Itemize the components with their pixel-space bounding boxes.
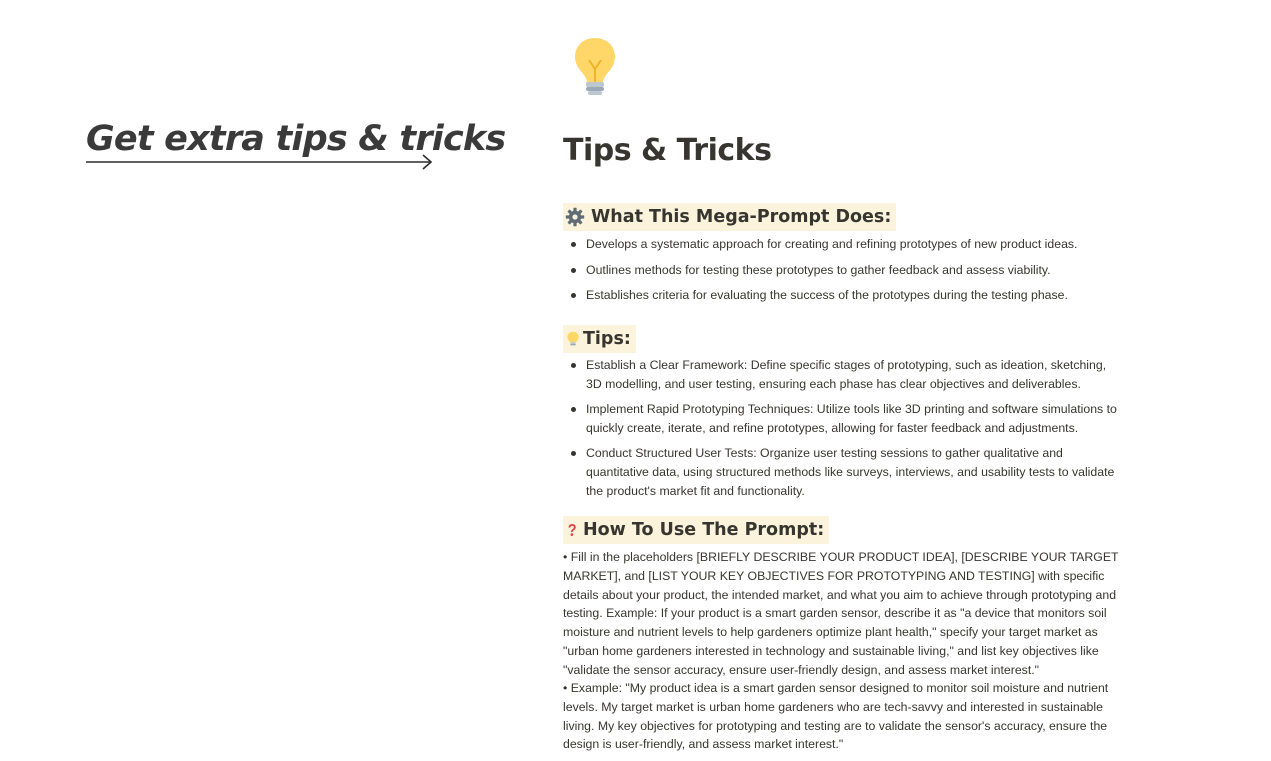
heading-text: What This Mega-Prompt Does: <box>591 207 892 227</box>
lightbulb-icon <box>565 329 581 349</box>
list-item: Develops a systematic approach for creating and refining prototypes of new product ideas. <box>563 235 1123 254</box>
page-title: Tips & Tricks <box>563 133 772 168</box>
callout-text: Get extra tips & tricks <box>86 119 506 159</box>
example-paragraph: • Example: "My product idea is a smart garden sensor designed to monitor soil moisture and nutrient levels. My target market is urban home gardeners who are tech-savvy and interested in sustainable living. My key objectives for prototyping and testing are to validate the sensor's accuracy, ensure the design is user-friendly, and assess market interest." <box>563 681 1109 752</box>
what-list <box>563 235 1123 312</box>
gear-icon <box>565 207 585 227</box>
list-item: Establish a Clear Framework: Define specific stages of prototyping, such as ideation, sketching, 3D modelling, and user testing, ensuring each phase has clear objectives and deliverables. <box>563 356 1123 394</box>
heading-tips <box>563 325 636 353</box>
tips-list <box>563 356 1123 507</box>
heading-how-to-use <box>563 516 829 544</box>
heading-what-this-does <box>563 203 896 231</box>
question-mark-icon <box>565 520 579 540</box>
list-item: Establishes criteria for evaluating the success of the prototypes during the testing phase. <box>563 286 1123 305</box>
heading-text: Tips: <box>583 329 631 349</box>
list-item: Implement Rapid Prototyping Techniques: Utilize tools like 3D printing and software simulations to quickly create, iterate, and refine prototypes, allowing for faster feedback and adjustments. <box>563 400 1123 438</box>
extra-tips-callout[interactable] <box>86 118 506 174</box>
how-to-paragraph: • Fill in the placeholders [BRIEFLY DESCRIBE YOUR PRODUCT IDEA], [DESCRIBE YOUR TARGET MARKET], and [LIST YOUR KEY OBJECTIVES FOR PROTOTYPING AND TESTING] with specific details about your product, the intended market, and what you aim to achieve through prototyping and testing. Example: If your product is a smart garden sensor, describe it as "a device that monitors soil moisture and nutrient levels to help gardeners optimize plant health," specify your target market as "urban home gardeners interested in technology and sustainable living," and list key objectives like "validate the sensor accuracy, ensure user-friendly design, and assess market interest." <box>563 550 1119 677</box>
arrow-right-icon <box>86 152 436 172</box>
lightbulb-icon <box>571 36 619 98</box>
list-item: Outlines methods for testing these prototypes to gather feedback and assess viability. <box>563 261 1123 280</box>
heading-text: How To Use The Prompt: <box>583 520 825 540</box>
list-item: Conduct Structured User Tests: Organize user testing sessions to gather qualitative and quantitative data, using structured methods like surveys, interviews, and usability tests to validate the product's market fit and functionality. <box>563 444 1123 501</box>
